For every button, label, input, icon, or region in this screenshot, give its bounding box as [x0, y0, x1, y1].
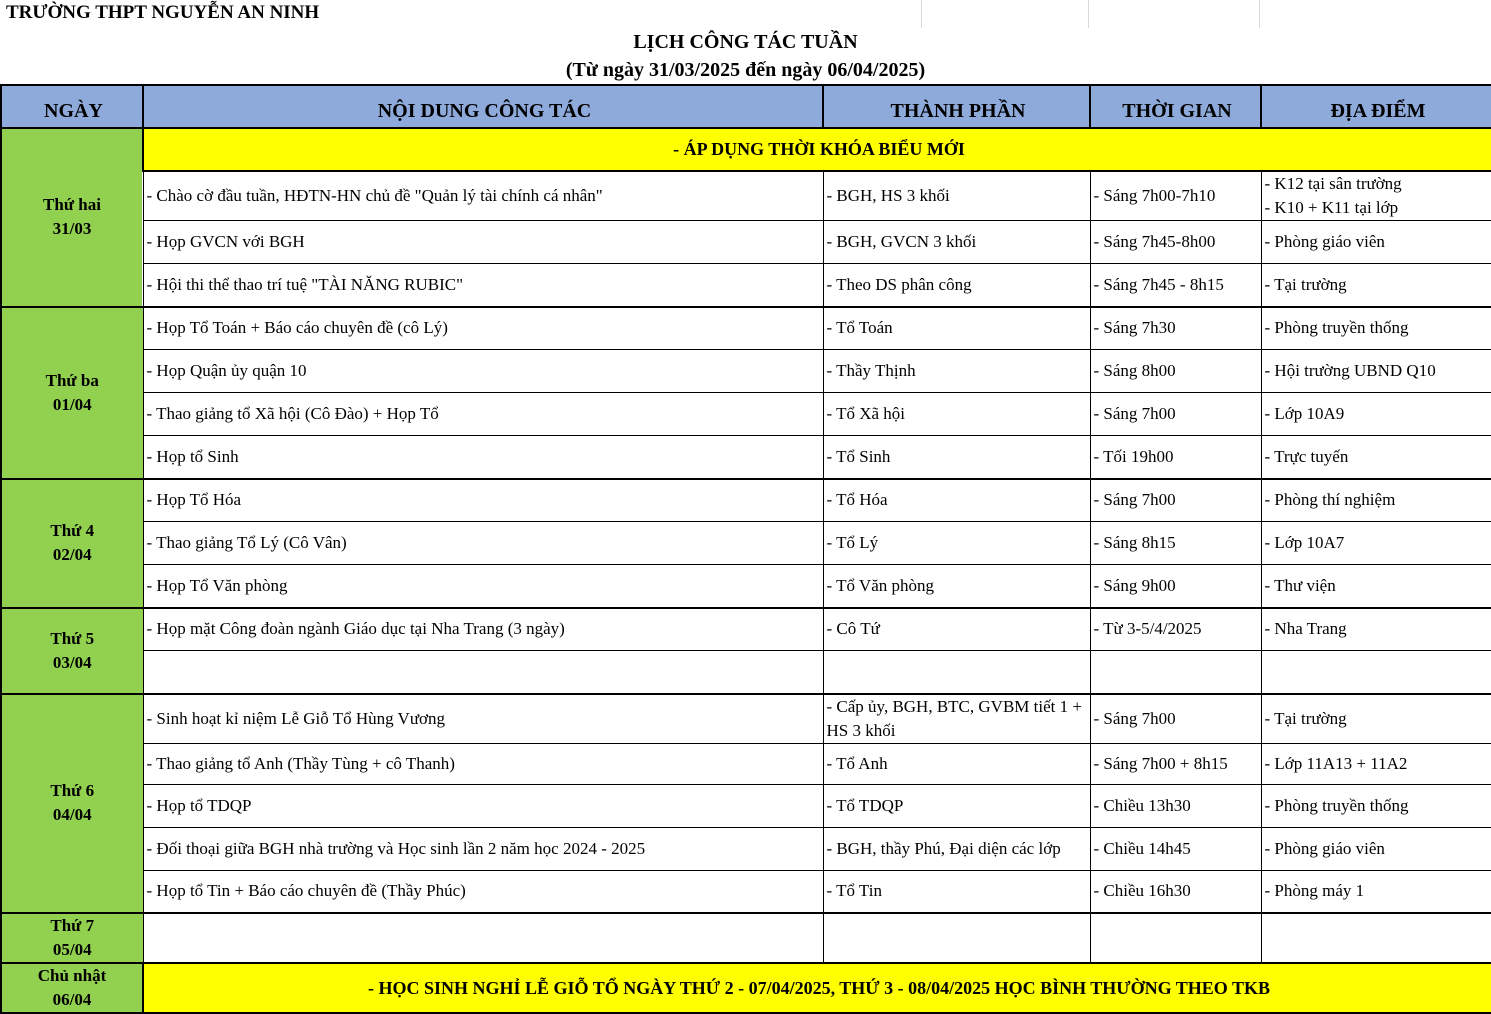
table-row — [1, 827, 1491, 870]
cell-time: - Chiều 14h45 — [1090, 827, 1261, 870]
cell-members: - Tổ Sinh — [823, 436, 1090, 479]
cell-content — [143, 913, 823, 963]
cell-time: - Sáng 7h45-8h00 — [1090, 221, 1261, 264]
cell-time: - Sáng 7h00 — [1090, 479, 1261, 522]
table-row — [1, 743, 1491, 784]
day-cell-thursday — [1, 608, 143, 694]
cell-time: - Sáng 8h15 — [1090, 522, 1261, 565]
cell-place: - Lớp 10A9 — [1261, 393, 1491, 436]
banner-row — [1, 963, 1491, 1013]
day-date: 04/04 — [2, 803, 143, 827]
cell-members: - Tổ Văn phòng — [823, 565, 1090, 608]
schedule-date-range: (Từ ngày 31/03/2025 đến ngày 06/04/2025) — [0, 56, 1491, 84]
cell-time: - Sáng 8h00 — [1090, 350, 1261, 393]
col-header-day: NGÀY — [1, 85, 143, 128]
cell-members: - Cô Tứ — [823, 608, 1090, 651]
cell-time: - Sáng 9h00 — [1090, 565, 1261, 608]
cell-place: - Phòng máy 1 — [1261, 870, 1491, 913]
table-row — [1, 221, 1491, 264]
grid-line — [1088, 0, 1089, 28]
day-name: Thứ hai — [2, 193, 142, 217]
day-date: 31/03 — [2, 217, 142, 241]
col-header-content: NỘI DUNG CÔNG TÁC — [143, 85, 823, 128]
cell-content: - Họp tổ TDQP — [143, 784, 823, 827]
table-row — [1, 171, 1491, 221]
cell-place: - Nha Trang — [1261, 608, 1491, 651]
cell-place: - Lớp 11A13 + 11A2 — [1261, 743, 1491, 784]
cell-members: - Tổ Lý — [823, 522, 1090, 565]
cell-members: - Tổ Tin — [823, 870, 1090, 913]
col-header-place: ĐỊA ĐIỂM — [1261, 85, 1491, 128]
cell-members: - BGH, HS 3 khối — [823, 171, 1090, 221]
cell-content: - Họp Tổ Toán + Báo cáo chuyên đề (cô Lý) — [143, 307, 823, 350]
table-row — [1, 479, 1491, 522]
cell-content: - Thao giảng tổ Xã hội (Cô Đào) + Họp Tổ — [143, 393, 823, 436]
cell-content: - Họp Tổ Văn phòng — [143, 565, 823, 608]
day-cell-wednesday — [1, 479, 143, 608]
notice-banner-top: - ÁP DỤNG THỜI KHÓA BIỂU MỚI — [143, 128, 1491, 171]
day-name: Thứ 5 — [2, 627, 143, 651]
day-date: 05/04 — [2, 938, 143, 962]
schedule-table — [0, 84, 1491, 1014]
cell-members: - Theo DS phân công — [823, 264, 1090, 307]
table-row — [1, 350, 1491, 393]
cell-place: - Phòng giáo viên — [1261, 221, 1491, 264]
header-row — [1, 85, 1491, 128]
day-cell-sunday — [1, 963, 143, 1013]
cell-place: - Trực tuyến — [1261, 436, 1491, 479]
day-name: Chủ nhật — [2, 964, 142, 988]
cell-time: - Tối 19h00 — [1090, 436, 1261, 479]
cell-time: - Chiều 16h30 — [1090, 870, 1261, 913]
cell-members: - Tổ Anh — [823, 743, 1090, 784]
cell-content: - Thao giảng Tổ Lý (Cô Vân) — [143, 522, 823, 565]
day-cell-friday — [1, 694, 143, 914]
table-row — [1, 436, 1491, 479]
cell-members: - BGH, GVCN 3 khối — [823, 221, 1090, 264]
table-row — [1, 307, 1491, 350]
table-row-empty — [1, 651, 1491, 694]
day-date: 06/04 — [2, 988, 142, 1012]
cell-content: - Sinh hoạt kỉ niệm Lễ Giỗ Tổ Hùng Vương — [143, 694, 823, 744]
cell-time — [1090, 913, 1261, 963]
table-row — [1, 784, 1491, 827]
day-name: Thứ ba — [2, 369, 143, 393]
cell-place: - Phòng giáo viên — [1261, 827, 1491, 870]
cell-place: - Thư viện — [1261, 565, 1491, 608]
table-row-empty — [1, 913, 1491, 963]
cell-content — [143, 651, 823, 694]
cell-content: - Hội thi thể thao trí tuệ "TÀI NĂNG RUBIC" — [143, 264, 823, 307]
day-name: Thứ 4 — [2, 519, 143, 543]
cell-place — [1261, 651, 1491, 694]
cell-time — [1090, 651, 1261, 694]
day-name: Thứ 6 — [2, 779, 143, 803]
cell-place: - Tại trường — [1261, 264, 1491, 307]
cell-members: - Tổ Xã hội — [823, 393, 1090, 436]
cell-content: - Họp Tổ Hóa — [143, 479, 823, 522]
cell-place: - Phòng truyền thống — [1261, 784, 1491, 827]
day-date: 03/04 — [2, 651, 143, 675]
school-name: TRƯỜNG THPT NGUYỄN AN NINH — [6, 2, 319, 24]
day-cell-monday — [1, 128, 143, 307]
table-row — [1, 522, 1491, 565]
table-row — [1, 393, 1491, 436]
table-row — [1, 870, 1491, 913]
banner-row — [1, 128, 1491, 171]
cell-members: - Thầy Thịnh — [823, 350, 1090, 393]
table-row — [1, 608, 1491, 651]
cell-time: - Từ 3-5/4/2025 — [1090, 608, 1261, 651]
cell-content: - Chào cờ đầu tuần, HĐTN-HN chủ đề "Quản lý tài chính cá nhân" — [143, 171, 823, 221]
cell-place: - Lớp 10A7 — [1261, 522, 1491, 565]
cell-members — [823, 651, 1090, 694]
page-title — [0, 28, 1491, 84]
cell-place — [1261, 171, 1491, 221]
day-cell-tuesday — [1, 307, 143, 479]
cell-members: - BGH, thầy Phú, Đại diện các lớp — [823, 827, 1090, 870]
day-name: Thứ 7 — [2, 914, 143, 938]
cell-time: - Sáng 7h45 - 8h15 — [1090, 264, 1261, 307]
place-line: - K10 + K11 tại lớp — [1265, 196, 1491, 220]
cell-place: - Phòng truyền thống — [1261, 307, 1491, 350]
col-header-members: THÀNH PHẦN — [823, 85, 1090, 128]
cell-place: - Tại trường — [1261, 694, 1491, 744]
cell-place — [1261, 913, 1491, 963]
cell-place: - Phòng thí nghiệm — [1261, 479, 1491, 522]
cell-time: - Sáng 7h00-7h10 — [1090, 171, 1261, 221]
cell-content: - Họp Quận ủy quận 10 — [143, 350, 823, 393]
cell-content: - Thao giảng tổ Anh (Thầy Tùng + cô Thanh) — [143, 743, 823, 784]
cell-time: - Sáng 7h00 — [1090, 694, 1261, 744]
cell-place: - Hội trường UBND Q10 — [1261, 350, 1491, 393]
place-line: - K12 tại sân trường — [1265, 172, 1491, 196]
schedule-title: LỊCH CÔNG TÁC TUẦN — [0, 28, 1491, 56]
table-row — [1, 694, 1491, 744]
cell-members: - Tổ Hóa — [823, 479, 1090, 522]
grid-line — [1259, 0, 1260, 28]
cell-content: - Họp mặt Công đoàn ngành Giáo dục tại Nha Trang (3 ngày) — [143, 608, 823, 651]
cell-content: - Đối thoại giữa BGH nhà trường và Học sinh lần 2 năm học 2024 - 2025 — [143, 827, 823, 870]
cell-members: - Tổ TDQP — [823, 784, 1090, 827]
notice-banner-bottom: - HỌC SINH NGHỈ LỄ GIỖ TỔ NGÀY THỨ 2 - 07/04/2025, THỨ 3 - 08/04/2025 HỌC BÌNH THƯỜNG THEO TKB — [143, 963, 1491, 1013]
cell-members: - Tổ Toán — [823, 307, 1090, 350]
table-row — [1, 565, 1491, 608]
cell-members — [823, 913, 1090, 963]
day-date: 01/04 — [2, 393, 143, 417]
day-date: 02/04 — [2, 543, 143, 567]
col-header-time: THỜI GIAN — [1090, 85, 1261, 128]
table-row — [1, 264, 1491, 307]
grid-line — [921, 0, 922, 28]
day-cell-saturday — [1, 913, 143, 963]
cell-time: - Sáng 7h00 + 8h15 — [1090, 743, 1261, 784]
cell-time: - Sáng 7h00 — [1090, 393, 1261, 436]
cell-members: - Cấp ủy, BGH, BTC, GVBM tiết 1 + HS 3 khối — [823, 694, 1090, 744]
cell-content: - Họp tổ Tin + Báo cáo chuyên đề (Thầy Phúc) — [143, 870, 823, 913]
cell-time: - Chiều 13h30 — [1090, 784, 1261, 827]
cell-content: - Họp GVCN với BGH — [143, 221, 823, 264]
cell-time: - Sáng 7h30 — [1090, 307, 1261, 350]
cell-content: - Họp tổ Sinh — [143, 436, 823, 479]
